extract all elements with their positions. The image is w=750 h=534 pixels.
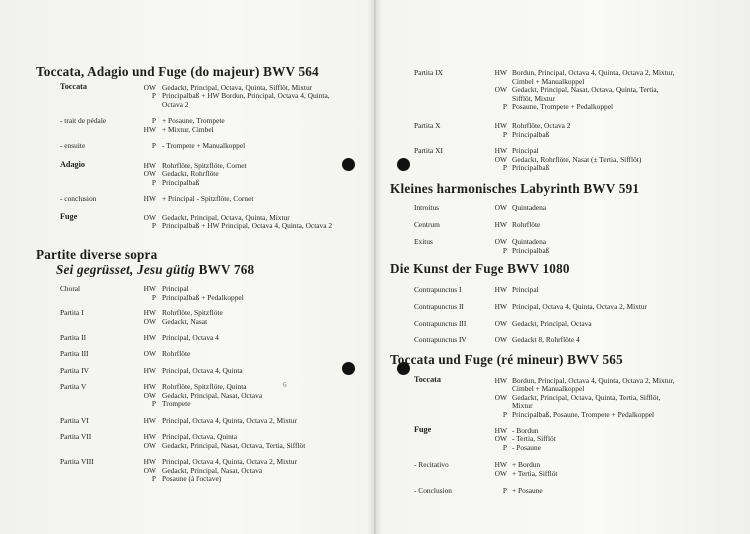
stop-list: Rohrflöte (512, 220, 541, 229)
division-code: HW (494, 460, 507, 469)
stop-list: Gedackt, Principal, Octava, Quinta, Tertia, Sifflöt, (512, 392, 661, 402)
stop-list: Gedackt, Principal, Octava, Quinta, Sifflöt, Mixtur (162, 82, 313, 92)
stop-list: Mixtur (512, 401, 533, 411)
stop-list: Gedackt, Principal, Nasat, Octava (162, 465, 263, 475)
movement-label: Partita VII (60, 432, 92, 441)
division-code: OW (494, 468, 507, 478)
movement-label: Partita IX (414, 68, 443, 77)
stop-list: Principalbaß (162, 177, 200, 187)
stop-list: Gedackt, Principal, Octava, Quinta, Mixtur (162, 212, 290, 222)
division-code: HW (494, 375, 507, 385)
division-code: HW (143, 160, 156, 170)
movement-label: Partita V (60, 382, 87, 391)
division-code: HW (494, 146, 507, 155)
stop-list: Principal, Octava 4, Quinta, Octava 2, Mixtur (512, 302, 648, 311)
division-code: OW (494, 319, 507, 328)
stop-list: Principalbaß, Posaune, Trompete + Pedalkoppel (512, 409, 655, 419)
division-code: P (502, 245, 507, 255)
stop-list: Gedackt 8, Rohrflöte 4 (512, 335, 580, 344)
stop-list: - Tertia, Sifflöt (512, 434, 556, 444)
division-code: HW (143, 432, 156, 441)
division-code: OW (494, 154, 507, 164)
division-code: P (151, 399, 156, 409)
division-code: OW (143, 169, 156, 179)
movement-label: Partita XI (414, 146, 443, 155)
punch-hole (342, 158, 355, 171)
movement-label: Contrapunctus IV (414, 335, 467, 344)
stop-list: Rohrflöte (162, 349, 191, 358)
stop-list: Principal (162, 284, 189, 293)
stop-list: Gedackt, Nasat (162, 316, 208, 326)
section-title-bwv768-line2 (56, 262, 254, 278)
division-code: P (151, 141, 156, 150)
movement-label: Contrapunctus III (414, 319, 467, 328)
stop-list: Rohrflöte, Spitzflöte, Cornet (162, 160, 247, 170)
stop-list: - Posaune (512, 442, 541, 452)
section-title-bwv768-line1: Partite diverse sopra (36, 247, 158, 262)
movement-label: Partita X (414, 121, 441, 130)
stop-list: Principalbaß (512, 129, 550, 139)
section-title-bwv565: Toccata und Fuge (ré mineur) BWV 565 (390, 352, 623, 367)
division-code: HW (494, 68, 507, 77)
division-code: P (151, 91, 156, 101)
movement-label: Partita VI (60, 416, 89, 425)
stop-list: Principal, Octava, Quinta (162, 432, 238, 441)
division-code: P (502, 409, 507, 419)
division-code: P (502, 102, 507, 112)
division-code: P (502, 129, 507, 139)
division-code: OW (494, 335, 507, 344)
bwv-number: BWV 768 (198, 262, 255, 277)
division-code: HW (143, 194, 156, 203)
division-code: HW (143, 124, 156, 134)
stop-list: Gedackt, Principal, Nasat, Octava (162, 390, 263, 400)
stop-list: Rohrflöte, Spitzflöte (162, 308, 223, 317)
stop-list: Principal, Octava 4, Quinta, Octava 2, Mixtur (162, 457, 298, 466)
movement-label: Adagio (60, 160, 86, 169)
division-code: OW (143, 316, 156, 326)
division-code: HW (494, 220, 507, 229)
division-code: P (151, 116, 156, 125)
division-code: P (151, 474, 156, 484)
movement-label: Partita VIII (60, 457, 94, 466)
stop-list: Gedackt, Rohrflöte, Nasat (± Tertia, Sifflöt) (512, 154, 642, 164)
stop-list: Gedackt, Principal, Nasat, Octava, Tertia, Sifflöt (162, 440, 306, 450)
division-code: HW (143, 382, 156, 391)
division-code: OW (494, 85, 507, 95)
division-code: OW (143, 212, 156, 222)
movement-label: Partita IV (60, 366, 89, 375)
stop-list: Cimbel + Manualkoppel (512, 384, 585, 394)
movement-label: Exitus (414, 237, 433, 246)
pencil-mark: 6 (283, 381, 287, 389)
division-code: HW (494, 121, 507, 130)
movement-label: Partita II (60, 333, 87, 342)
division-code: OW (494, 434, 507, 444)
stop-list: + Tertia, Sifflöt (512, 468, 558, 478)
division-code: OW (143, 465, 156, 475)
division-code: P (151, 292, 156, 302)
stop-list: + Mixtur, Cimbel (162, 124, 214, 134)
stop-list: Principal, Octava 4 (162, 333, 219, 342)
division-code: HW (143, 457, 156, 466)
division-code: P (151, 221, 156, 231)
division-code: P (502, 163, 507, 173)
movement-label: Contrapunctus I (414, 285, 462, 294)
chorale-title: Sei gegrüsset, Jesu gütig (56, 262, 196, 277)
movement-label: - Recitativo (414, 460, 449, 469)
movement-label: Fuge (60, 212, 78, 221)
stop-list: Principalbaß + HW Bordun, Principal, Octava 4, Quinta, (162, 91, 330, 101)
section-title-bwv564: Toccata, Adagio und Fuge (do majeur) BWV 564 (36, 64, 319, 79)
movement-label: Centrum (414, 220, 440, 229)
stop-list: Quintadena (512, 237, 547, 246)
stop-list: Principal, Octava 4, Quinta, Octava 2, Mixtur (162, 416, 298, 425)
stop-list: Gedackt, Principal, Nasat, Octava, Quinta, Tertia, (512, 85, 659, 95)
division-code: HW (143, 284, 156, 293)
movement-label: - conclusion (60, 194, 97, 203)
stop-list: Trompete (162, 399, 191, 409)
page-fold (374, 0, 376, 534)
division-code: P (502, 442, 507, 452)
division-code: HW (143, 333, 156, 342)
division-code: P (151, 177, 156, 187)
stop-list: + Bordun (512, 460, 541, 469)
stop-list: Rohrflöte, Octava 2 (512, 121, 571, 130)
stop-list: Sifflöt, Mixtur (512, 93, 555, 103)
stop-list: Principal (512, 146, 539, 155)
division-code: HW (494, 285, 507, 294)
section-title-bwv591: Kleines harmonisches Labyrinth BWV 591 (390, 181, 640, 196)
division-code: OW (143, 349, 156, 358)
movement-label: Toccata (60, 82, 87, 91)
punch-hole (397, 158, 410, 171)
punch-hole (342, 362, 355, 375)
stop-list: Bordun, Principal, Octava 4, Quinta, Octava 2, Mixtur, (512, 375, 675, 385)
stop-list: + Posaune (512, 486, 543, 495)
division-code: OW (494, 203, 507, 212)
stop-list: Principal (512, 285, 539, 294)
section-title-bwv1080: Die Kunst der Fuge BWV 1080 (390, 261, 570, 276)
division-code: OW (143, 390, 156, 400)
division-code: HW (494, 302, 507, 311)
division-code: HW (143, 308, 156, 317)
division-code: HW (494, 425, 507, 435)
stop-list: Gedackt, Rohrflöte (162, 169, 219, 179)
stop-list: - Trompete + Manualkoppel (162, 141, 246, 150)
stop-list: Posaune (à l'octave) (162, 474, 222, 484)
movement-label: Introitus (414, 203, 440, 212)
division-code: OW (494, 237, 507, 246)
division-code: OW (143, 440, 156, 450)
division-code: OW (494, 392, 507, 402)
movement-label: Contrapunctus II (414, 302, 464, 311)
stop-list: Gedackt, Principal, Octava (512, 319, 592, 328)
division-code: OW (143, 82, 156, 92)
division-code: P (502, 486, 507, 495)
stop-list: - Bordun (512, 425, 539, 435)
stop-list: Quintadena (512, 203, 547, 212)
division-code: HW (143, 366, 156, 375)
stop-list: Bordun, Principal, Octava 4, Quinta, Octava 2, Mixtur, (512, 68, 675, 77)
movement-label: - trait de pédale (60, 116, 107, 125)
movement-label: - ensuite (60, 141, 86, 150)
movement-label: - Conclusion (414, 486, 452, 495)
stop-list: Cimbel + Manualkoppel (512, 76, 585, 86)
movement-label: Fuge (414, 425, 432, 434)
movement-label: Choral (60, 284, 81, 293)
stop-list: Principalbaß + HW Principal, Octava 4, Quinta, Octava 2 (162, 221, 333, 231)
stop-list: Posaune, Trompete + Pedalkoppel (512, 102, 614, 112)
division-code: HW (143, 416, 156, 425)
stop-list: + Principal - Spitzflöte, Cornet (162, 194, 254, 203)
stop-list: Principalbaß (512, 163, 550, 173)
stop-list: Principalbaß + Pedalkoppel (162, 292, 244, 302)
stop-list: + Posaune, Trompete (162, 116, 225, 125)
stop-list: Principalbaß (512, 245, 550, 255)
stop-list: Rohrflöte, Spitzflöte, Quinta (162, 382, 247, 391)
stop-list: Octava 2 (162, 99, 189, 109)
stop-list: Principal, Octava 4, Quinta (162, 366, 243, 375)
movement-label: Partita I (60, 308, 84, 317)
movement-label: Partita III (60, 349, 89, 358)
movement-label: Toccata (414, 375, 441, 384)
